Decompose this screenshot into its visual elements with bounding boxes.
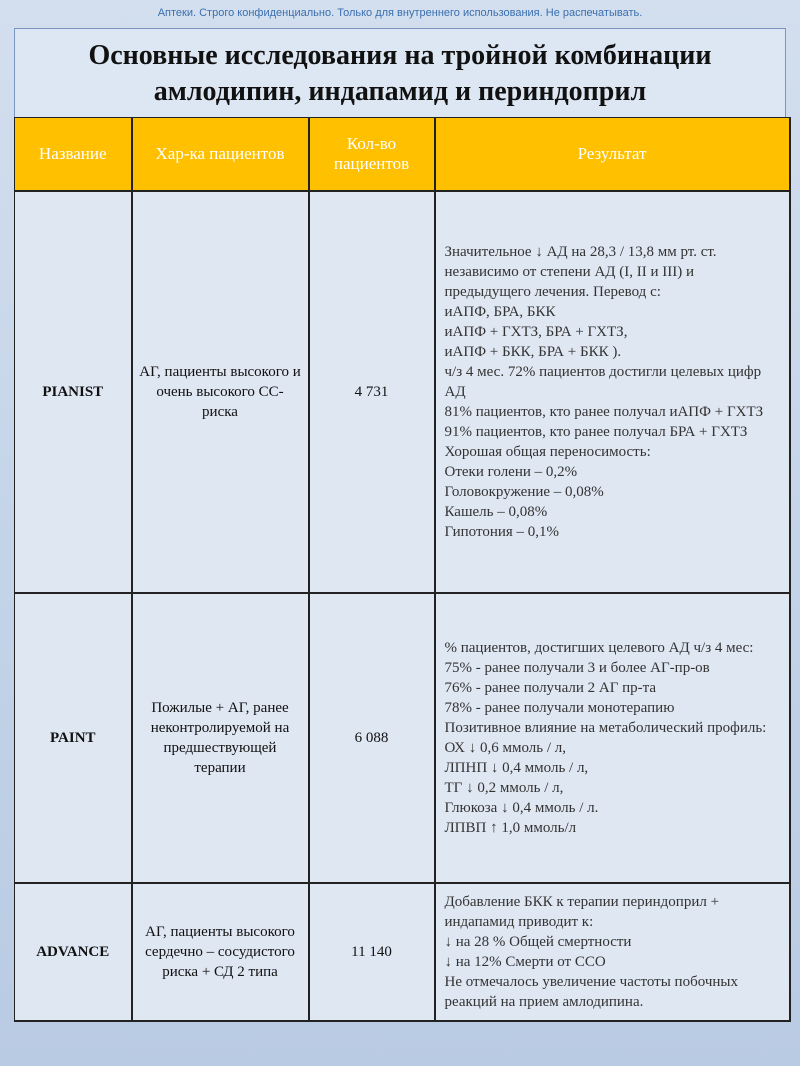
table-row <box>15 883 790 1021</box>
result-line: иАПФ, БРА, БКК <box>444 303 556 320</box>
study-name: PAINT <box>15 593 132 883</box>
result-line: % пациентов, достигших целевого АД ч/з 4 мес: <box>444 639 754 656</box>
table-row <box>15 593 790 883</box>
patient-count: 11 140 <box>309 883 435 1021</box>
patient-characteristic: АГ, пациенты высокого сердечно – сосудистого риска + СД 2 типа <box>132 883 309 1021</box>
table-row <box>15 191 790 593</box>
result-line: 76% - ранее получали 2 АГ пр-та <box>444 679 657 696</box>
result-line: иАПФ + ГХТЗ, БРА + ГХТЗ, <box>444 323 628 340</box>
patient-count: 6 088 <box>309 593 435 883</box>
study-result <box>435 883 790 1021</box>
page-title: Основные исследования на тройной комбинации амлодипин, индапамид и периндоприл <box>88 39 712 107</box>
result-line: Отеки голени – 0,2% <box>444 463 578 480</box>
study-result <box>435 593 790 883</box>
study-name: ADVANCE <box>15 883 132 1021</box>
studies-table <box>14 117 791 1022</box>
result-line: Позитивное влияние на метаболический профиль: <box>444 719 767 736</box>
result-line: Кашель – 0,08% <box>444 503 548 520</box>
result-line: Хорошая общая переносимость: <box>444 443 651 460</box>
result-line: 81% пациентов, кто ранее получал иАПФ + ГХТЗ <box>444 403 764 420</box>
patient-count: 4 731 <box>309 191 435 593</box>
result-line: Значительное ↓ АД на 28,3 / 13,8 мм рт. ст. независимо от степени АД (I, II и III) и предыдущего лечения. Перевод с: <box>444 243 717 300</box>
result-line: Глюкоза ↓ 0,4 ммоль / л. <box>444 799 599 816</box>
column-header-characteristic: Хар-ка пациентов <box>132 118 309 191</box>
result-line: ↓ на 12% Смерти от ССО <box>444 953 606 970</box>
result-line: Гипотония – 0,1% <box>444 523 560 540</box>
study-result <box>435 191 790 593</box>
confidentiality-notice: Аптеки. Строго конфиденциально. Только для внутреннего использования. Не распечатывать. <box>157 7 643 19</box>
result-line: Головокружение – 0,08% <box>444 483 604 500</box>
result-line: 78% - ранее получали монотерапию <box>444 699 675 716</box>
column-header-name: Название <box>15 118 132 191</box>
patient-characteristic: АГ, пациенты высокого и очень высокого СС-риска <box>132 191 309 593</box>
result-line: ОХ ↓ 0,6 ммоль / л, <box>444 739 567 756</box>
patient-characteristic: Пожилые + АГ, ранее неконтролируемой на предшествующей терапии <box>132 593 309 883</box>
column-header-count: Кол-во пациентов <box>309 118 435 191</box>
result-line: ч/з 4 мес. 72% пациентов достигли целевых цифр АД <box>444 363 762 400</box>
result-line: Добавление БКК к терапии периндоприл + индапамид приводит к: <box>444 893 720 930</box>
result-line: 91% пациентов, кто ранее получал БРА + ГХТЗ <box>444 423 748 440</box>
table-header-row <box>15 118 790 191</box>
result-line: ТГ ↓ 0,2 ммоль / л, <box>444 779 564 796</box>
result-line: 75% - ранее получали 3 и более АГ-пр-ов <box>444 659 710 676</box>
title-box <box>14 28 786 118</box>
result-line: Не отмечалось увеличение частоты побочных реакций на прием амлодипина. <box>444 973 738 1010</box>
result-line: ЛПВП ↑ 1,0 ммоль/л <box>444 819 577 836</box>
result-line: ↓ на 28 % Общей смертности <box>444 933 632 950</box>
column-header-result: Результат <box>435 118 790 191</box>
study-name: PIANIST <box>15 191 132 593</box>
result-line: ЛПНП ↓ 0,4 ммоль / л, <box>444 759 589 776</box>
result-line: иАПФ + БКК, БРА + БКК ). <box>444 343 622 360</box>
